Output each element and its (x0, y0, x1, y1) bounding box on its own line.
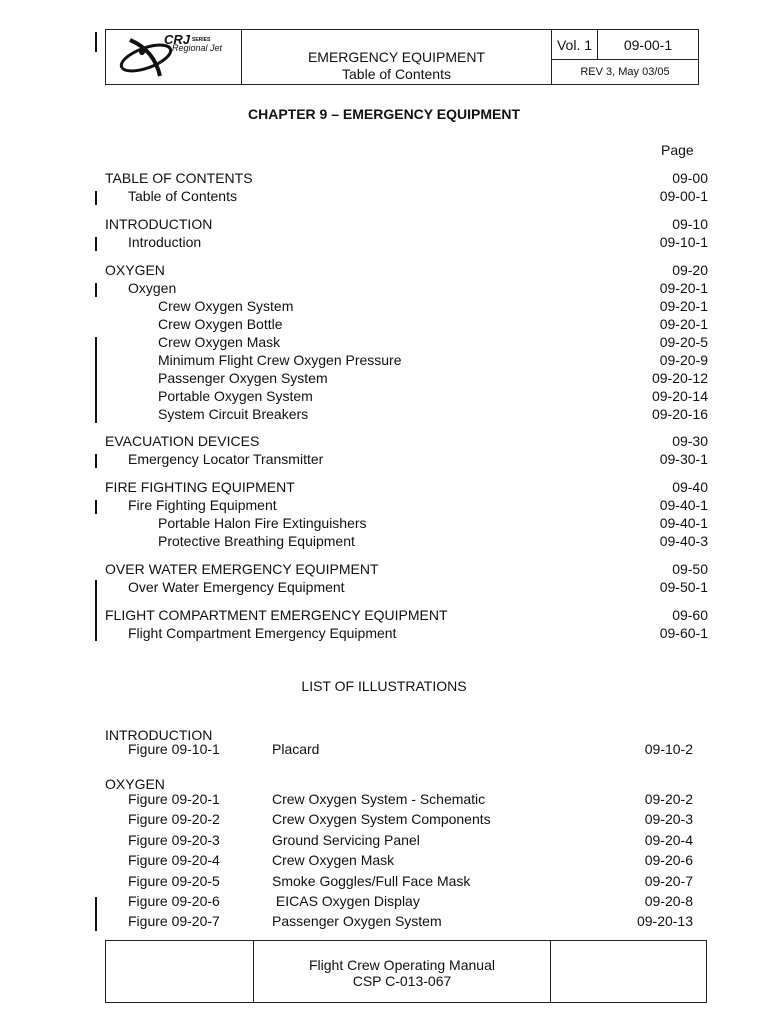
change-bar (95, 283, 97, 297)
header-title-line1: EMERGENCY EQUIPMENT (307, 49, 486, 65)
logo-series-text: SERIES (192, 37, 211, 43)
toc-page: 09-40 (672, 479, 708, 495)
figure-caption: Placard (272, 741, 320, 757)
figure-number: Figure 09-20-7 (128, 913, 220, 929)
figure-page: 09-20-4 (644, 832, 693, 848)
revision-label: REV 3, May 03/05 (580, 66, 670, 78)
illustration-section-title: INTRODUCTION (105, 727, 213, 743)
toc-entry: FLIGHT COMPARTMENT EMERGENCY EQUIPMENT (105, 607, 448, 623)
footer-document-number: CSP C-013-067 (352, 973, 452, 989)
toc-page: 09-20 (672, 262, 708, 278)
figure-caption: Ground Servicing Panel (272, 832, 420, 848)
toc-page: 09-50-1 (659, 579, 708, 595)
figure-page: 09-20-2 (644, 791, 693, 807)
header-title (242, 30, 552, 84)
figure-page: 09-20-7 (644, 873, 693, 889)
figure-caption: Crew Oxygen System Components (272, 811, 491, 827)
toc-entry: Crew Oxygen Bottle (158, 316, 283, 332)
toc-entry: INTRODUCTION (105, 216, 213, 232)
figure-page: 09-20-13 (636, 913, 693, 929)
illustration-section-title: OXYGEN (105, 776, 165, 792)
figure-caption: Crew Oxygen System - Schematic (272, 791, 486, 807)
page-header (105, 29, 699, 85)
toc-page: 09-40-3 (659, 533, 708, 549)
chapter-title: CHAPTER 9 – EMERGENCY EQUIPMENT (247, 106, 520, 122)
toc-page: 09-60-1 (659, 625, 708, 641)
change-bar (95, 454, 97, 468)
toc-entry: Minimum Flight Crew Oxygen Pressure (158, 352, 402, 368)
figure-number: Figure 09-20-5 (128, 873, 220, 889)
figure-number: Figure 09-20-4 (128, 852, 220, 868)
figure-caption: Crew Oxygen Mask (272, 852, 395, 868)
illustrations-title: LIST OF ILLUSTRATIONS (301, 678, 467, 694)
figure-page: 09-10-2 (644, 741, 693, 757)
toc-entry: Over Water Emergency Equipment (128, 579, 345, 595)
toc-page: 09-40-1 (659, 497, 708, 513)
change-bar (95, 337, 97, 423)
toc-entry: Table of Contents (128, 188, 237, 204)
toc-page: 09-20-14 (651, 388, 708, 404)
footer-manual-title: Flight Crew Operating Manual (309, 957, 495, 973)
header-title-line2: Table of Contents (342, 66, 451, 82)
toc-entry: Portable Halon Fire Extinguishers (158, 515, 367, 531)
footer-center-cell (254, 941, 551, 1002)
toc-entry: TABLE OF CONTENTS (105, 170, 253, 186)
toc-page: 09-10-1 (659, 234, 708, 250)
toc-page: 09-20-5 (659, 334, 708, 350)
page-footer (105, 940, 707, 1003)
toc-page: 09-40-1 (659, 515, 708, 531)
figure-page: 09-20-6 (644, 852, 693, 868)
toc-entry: Protective Breathing Equipment (158, 533, 355, 549)
toc-entry: Emergency Locator Transmitter (128, 451, 324, 467)
toc-entry: OVER WATER EMERGENCY EQUIPMENT (105, 561, 379, 577)
change-bar (95, 32, 97, 52)
toc-page: 09-10 (672, 216, 708, 232)
change-bar (95, 237, 97, 251)
toc-entry: Crew Oxygen System (158, 298, 294, 314)
toc-page: 09-20-1 (659, 280, 708, 296)
page-column-label: Page (661, 142, 694, 158)
change-bar (95, 897, 97, 931)
figure-number: Figure 09-20-6 (128, 893, 220, 909)
figure-caption: Smoke Goggles/Full Face Mask (272, 873, 471, 889)
toc-page: 09-20-9 (659, 352, 708, 368)
toc-page: 09-50 (672, 561, 708, 577)
toc-page: 09-20-12 (651, 370, 708, 386)
toc-entry: Passenger Oxygen System (158, 370, 328, 386)
figure-caption: Passenger Oxygen System (272, 913, 442, 929)
change-bar (95, 500, 97, 514)
volume-label: Vol. 1 (552, 30, 598, 60)
toc-page: 09-20-1 (659, 316, 708, 332)
toc-entry: Flight Compartment Emergency Equipment (128, 625, 397, 641)
figure-caption: EICAS Oxygen Display (272, 893, 420, 909)
toc-entry: Fire Fighting Equipment (128, 497, 277, 513)
change-bar (95, 580, 97, 641)
toc-page: 09-00-1 (659, 188, 708, 204)
toc-entry: Portable Oxygen System (158, 388, 313, 404)
toc-entry: Crew Oxygen Mask (158, 334, 281, 350)
figure-number: Figure 09-10-1 (128, 741, 220, 757)
change-bar (95, 191, 97, 205)
toc-entry: Introduction (128, 234, 202, 250)
toc-page: 09-30-1 (659, 451, 708, 467)
figure-number: Figure 09-20-1 (128, 791, 220, 807)
crj-logo (106, 30, 242, 84)
logo-subtitle: Regional Jet (172, 43, 223, 53)
toc-entry: EVACUATION DEVICES (105, 433, 260, 449)
toc-entry: Oxygen (128, 280, 177, 296)
toc-page: 09-20-1 (659, 298, 708, 314)
toc-page: 09-20-16 (651, 406, 708, 422)
toc-entry: OXYGEN (105, 262, 165, 278)
toc-page: 09-00 (672, 170, 708, 186)
footer-left-cell (106, 941, 254, 1002)
figure-number: Figure 09-20-3 (128, 832, 220, 848)
figure-page: 09-20-8 (644, 893, 693, 909)
header-page-number: 09-00-1 (598, 30, 698, 60)
toc-page: 09-60 (672, 607, 708, 623)
toc-entry: FIRE FIGHTING EQUIPMENT (105, 479, 295, 495)
figure-page: 09-20-3 (644, 811, 693, 827)
toc-entry: System Circuit Breakers (158, 406, 309, 422)
logo-crj-text: CRJ (164, 32, 191, 47)
toc-page: 09-30 (672, 433, 708, 449)
figure-number: Figure 09-20-2 (128, 811, 220, 827)
